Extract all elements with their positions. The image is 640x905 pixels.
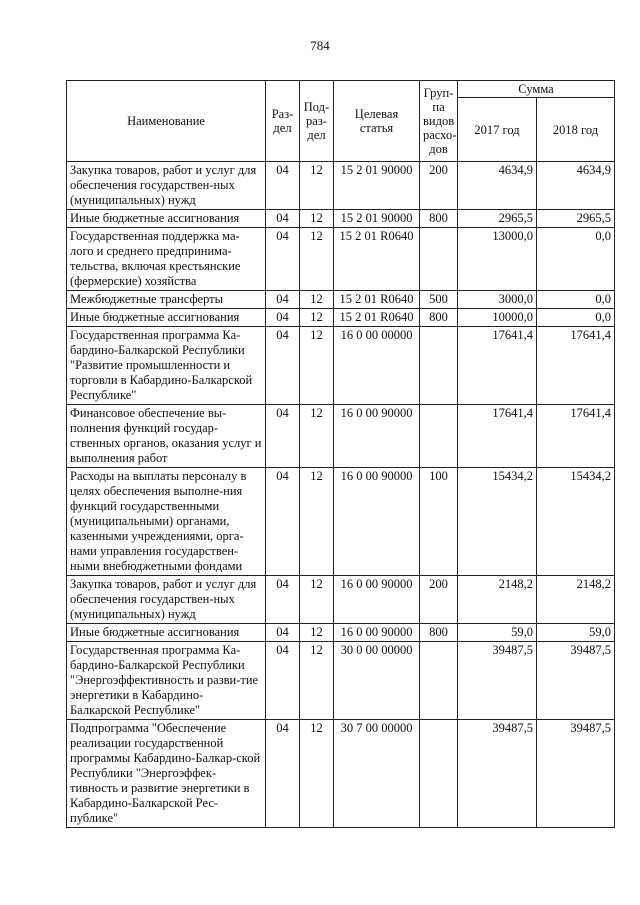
header-group: Груп-па видов расхо-дов [420, 81, 458, 162]
row-sum-2018: 0,0 [537, 291, 615, 309]
row-expense-group: 200 [420, 162, 458, 210]
row-section: 04 [266, 720, 300, 828]
row-name: Государственная программа Ка-бардино-Балкарской Республики "Энергоэффективность и разви-тие энергетики в Кабардино-Балкарской Республике" [67, 642, 266, 720]
budget-table [66, 80, 615, 828]
row-subsection: 12 [300, 405, 334, 468]
header-2018: 2018 год [537, 98, 615, 162]
row-section: 04 [266, 576, 300, 624]
row-expense-group [420, 720, 458, 828]
row-expense-group [420, 228, 458, 291]
row-sum-2017: 13000,0 [458, 228, 537, 291]
table-row [67, 210, 615, 228]
row-sum-2017: 2148,2 [458, 576, 537, 624]
page-number: 784 [310, 38, 330, 53]
row-sum-2018: 17641,4 [537, 405, 615, 468]
row-name: Иные бюджетные ассигнования [67, 309, 266, 327]
table-row [67, 228, 615, 291]
row-sum-2018: 15434,2 [537, 468, 615, 576]
table-row [67, 327, 615, 405]
row-sum-2017: 4634,9 [458, 162, 537, 210]
row-expense-group: 800 [420, 624, 458, 642]
row-subsection: 12 [300, 309, 334, 327]
table-row [67, 642, 615, 720]
row-subsection: 12 [300, 720, 334, 828]
row-sum-2017: 10000,0 [458, 309, 537, 327]
row-expense-group: 800 [420, 309, 458, 327]
row-subsection: 12 [300, 327, 334, 405]
row-section: 04 [266, 624, 300, 642]
row-name: Подпрограмма "Обеспечение реализации государственной программы Кабардино-Балкар-ской Республики "Энергоэффек-тивность и развитие энергетики в Кабардино-Балкарской Рес-публике" [67, 720, 266, 828]
row-target-article: 16 0 00 90000 [334, 468, 420, 576]
row-expense-group [420, 327, 458, 405]
row-sum-2017: 2965,5 [458, 210, 537, 228]
row-expense-group: 100 [420, 468, 458, 576]
row-name: Закупка товаров, работ и услуг для обеспечения государствен-ных (муниципальных) нужд [67, 576, 266, 624]
row-sum-2017: 17641,4 [458, 327, 537, 405]
row-section: 04 [266, 291, 300, 309]
row-sum-2017: 3000,0 [458, 291, 537, 309]
header-2017: 2017 год [458, 98, 537, 162]
row-target-article: 15 2 01 R0640 [334, 291, 420, 309]
row-subsection: 12 [300, 291, 334, 309]
row-subsection: 12 [300, 624, 334, 642]
header-sum: Сумма [458, 81, 615, 98]
row-section: 04 [266, 309, 300, 327]
table-row [67, 291, 615, 309]
row-section: 04 [266, 162, 300, 210]
row-name: Расходы на выплаты персоналу в целях обеспечения выполне-ния функций государственными (муниципальными) органами, казенными учреждениями, орга-нами управления государствен-ными внебюджетными фондами [67, 468, 266, 576]
row-expense-group [420, 642, 458, 720]
row-sum-2018: 4634,9 [537, 162, 615, 210]
row-target-article: 15 2 01 90000 [334, 210, 420, 228]
row-sum-2018: 0,0 [537, 228, 615, 291]
row-name: Иные бюджетные ассигнования [67, 624, 266, 642]
row-name: Закупка товаров, работ и услуг для обеспечения государствен-ных (муниципальных) нужд [67, 162, 266, 210]
header-target: Целевая статья [334, 81, 420, 162]
row-sum-2017: 39487,5 [458, 642, 537, 720]
row-sum-2017: 39487,5 [458, 720, 537, 828]
row-name: Финансовое обеспечение вы-полнения функций государ-ственных органов, оказания услуг и выполнения работ [67, 405, 266, 468]
row-name: Государственная программа Ка-бардино-Балкарской Республики "Развитие промышленности и торговли в Кабардино-Балкарской Республике" [67, 327, 266, 405]
row-target-article: 15 2 01 R0640 [334, 228, 420, 291]
row-subsection: 12 [300, 210, 334, 228]
row-name: Иные бюджетные ассигнования [67, 210, 266, 228]
row-target-article: 30 0 00 00000 [334, 642, 420, 720]
row-section: 04 [266, 210, 300, 228]
row-target-article: 30 7 00 00000 [334, 720, 420, 828]
row-name: Государственная поддержка ма-лого и среднего предпринима-тельства, включая крестьянские (фермерские) хозяйства [67, 228, 266, 291]
row-section: 04 [266, 642, 300, 720]
header-section: Раз-дел [266, 81, 300, 162]
row-sum-2018: 59,0 [537, 624, 615, 642]
row-subsection: 12 [300, 162, 334, 210]
row-sum-2018: 2148,2 [537, 576, 615, 624]
header-name: Наименование [67, 81, 266, 162]
row-expense-group: 500 [420, 291, 458, 309]
row-sum-2018: 2965,5 [537, 210, 615, 228]
row-sum-2018: 0,0 [537, 309, 615, 327]
row-expense-group: 800 [420, 210, 458, 228]
row-sum-2018: 39487,5 [537, 720, 615, 828]
row-subsection: 12 [300, 228, 334, 291]
table-row [67, 624, 615, 642]
table-row [67, 468, 615, 576]
table-row [67, 720, 615, 828]
row-sum-2017: 17641,4 [458, 405, 537, 468]
row-subsection: 12 [300, 468, 334, 576]
table-row [67, 576, 615, 624]
row-sum-2017: 59,0 [458, 624, 537, 642]
table-row [67, 405, 615, 468]
row-section: 04 [266, 405, 300, 468]
row-section: 04 [266, 468, 300, 576]
row-sum-2017: 15434,2 [458, 468, 537, 576]
row-name: Межбюджетные трансферты [67, 291, 266, 309]
header-subsection: Под-раз-дел [300, 81, 334, 162]
row-sum-2018: 39487,5 [537, 642, 615, 720]
row-target-article: 15 2 01 90000 [334, 162, 420, 210]
row-target-article: 16 0 00 90000 [334, 624, 420, 642]
row-section: 04 [266, 327, 300, 405]
row-subsection: 12 [300, 576, 334, 624]
row-target-article: 16 0 00 90000 [334, 576, 420, 624]
row-subsection: 12 [300, 642, 334, 720]
row-target-article: 16 0 00 00000 [334, 327, 420, 405]
row-sum-2018: 17641,4 [537, 327, 615, 405]
row-section: 04 [266, 228, 300, 291]
table-row [67, 162, 615, 210]
table-row [67, 309, 615, 327]
row-expense-group [420, 405, 458, 468]
row-target-article: 16 0 00 90000 [334, 405, 420, 468]
row-expense-group: 200 [420, 576, 458, 624]
row-target-article: 15 2 01 R0640 [334, 309, 420, 327]
